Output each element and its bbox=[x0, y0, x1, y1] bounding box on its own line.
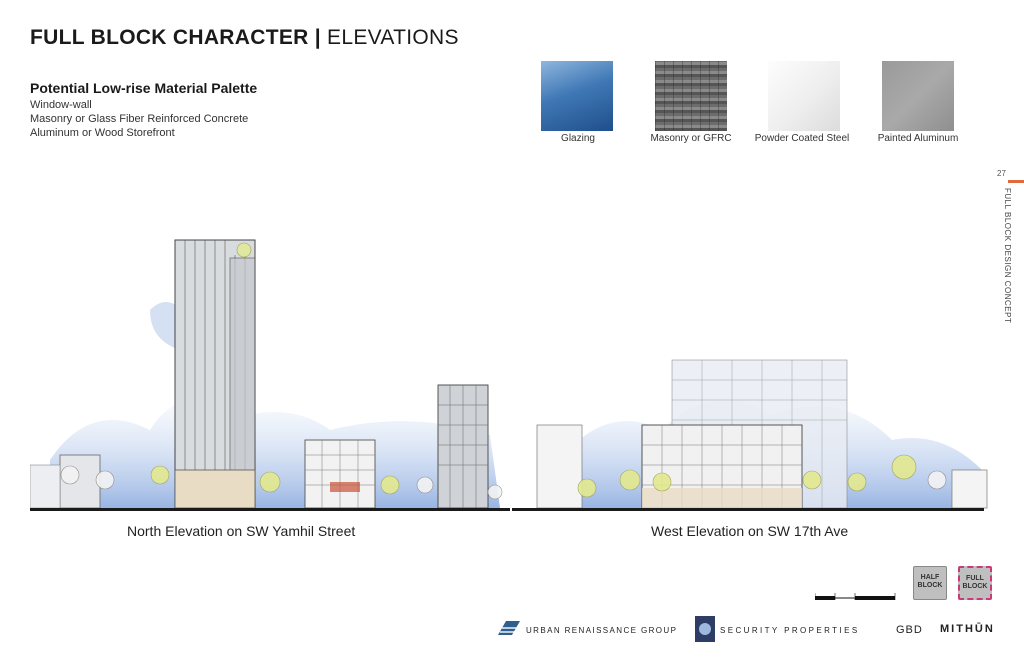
title-bold: FULL BLOCK CHARACTER | bbox=[30, 26, 321, 49]
north-elevation-drawing bbox=[30, 230, 510, 512]
painted-aluminum-label: Painted Aluminum bbox=[877, 133, 959, 144]
full-block-label: FULL BLOCK bbox=[962, 575, 988, 590]
scale-bar bbox=[815, 588, 900, 606]
page-title bbox=[30, 26, 459, 50]
west-elevation-label: West Elevation on SW 17th Ave bbox=[651, 523, 849, 539]
half-block-label: HALF BLOCK bbox=[917, 574, 943, 589]
powder-coated-steel-swatch bbox=[768, 61, 840, 131]
painted-aluminum-swatch bbox=[882, 61, 954, 131]
north-elevation-label: North Elevation on SW Yamhil Street bbox=[127, 523, 356, 539]
security-properties-logo: SECURITY PROPERTIES bbox=[720, 626, 860, 635]
material-palette bbox=[30, 80, 257, 140]
north-ground-line bbox=[30, 508, 510, 511]
full-block-toggle[interactable] bbox=[958, 566, 992, 600]
powder-coated-steel-label: Powder Coated Steel bbox=[754, 133, 850, 144]
palette-line-storefront: Aluminum or Wood Storefront bbox=[30, 127, 175, 139]
west-ground-line bbox=[512, 508, 984, 511]
urban-renaissance-logo-icon bbox=[496, 619, 522, 637]
palette-line-window: Window-wall bbox=[30, 99, 92, 111]
palette-heading: Potential Low-rise Material Palette bbox=[30, 80, 258, 96]
glazing-label: Glazing bbox=[561, 133, 595, 144]
masonry-label: Masonry or GFRC bbox=[650, 133, 732, 144]
page-number: 27 bbox=[997, 169, 1006, 178]
sidebar-accent-bar bbox=[1008, 180, 1024, 183]
west-elevation-drawing bbox=[512, 320, 992, 512]
title-light: ELEVATIONS bbox=[327, 26, 459, 49]
security-properties-logo-icon bbox=[695, 616, 715, 642]
urban-renaissance-logo: URBAN RENAISSANCE GROUP bbox=[526, 626, 678, 635]
half-block-toggle[interactable] bbox=[913, 566, 947, 600]
palette-line-masonry: Masonry or Glass Fiber Reinforced Concrete bbox=[30, 113, 249, 125]
mithun-logo: MITHŪN bbox=[940, 623, 995, 635]
gbd-logo: GBD bbox=[896, 624, 923, 636]
glazing-swatch bbox=[541, 61, 613, 131]
section-label: FULL BLOCK DESIGN CONCEPT bbox=[1003, 188, 1012, 324]
masonry-swatch bbox=[655, 61, 727, 131]
